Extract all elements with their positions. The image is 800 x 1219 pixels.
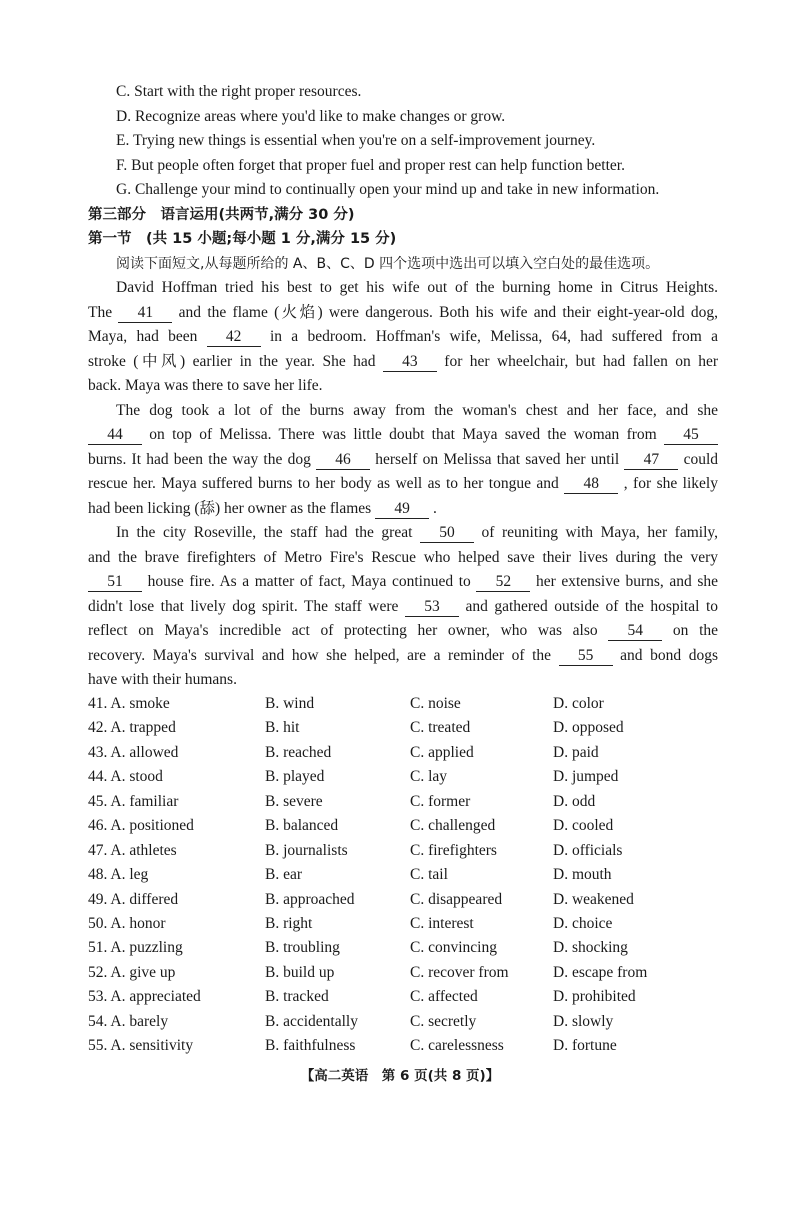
option-choice: C. challenged xyxy=(410,817,496,835)
option-sentence: D. Recognize areas where you'd like to make changes or grow. xyxy=(116,107,506,125)
section-title: 第一节 (共 15 小题;每小题 1 分,满分 15 分) xyxy=(88,231,397,247)
option-row xyxy=(88,814,728,838)
cloze-passage xyxy=(88,276,718,693)
blank-49: 49 xyxy=(375,500,429,519)
option-choice: D. slowly xyxy=(553,1012,614,1030)
option-choice: C. noise xyxy=(410,695,461,712)
blank-41: 41 xyxy=(118,304,172,323)
option-choice: D. opposed xyxy=(553,719,624,737)
option-choice: D. paid xyxy=(553,743,599,761)
passage-text: didn't lose that lively dog spirit. The staff were xyxy=(88,597,405,615)
passage-line xyxy=(88,472,718,497)
option-choice: C. carelessness xyxy=(410,1037,504,1055)
passage-text: and the flame (火焰) were dangerous. Both his wife and their eight-year-old dog, xyxy=(172,303,718,321)
passage-text: reflect on Maya's incredible act of protecting her owner, who was also xyxy=(88,622,609,639)
option-choice: 50. A. honor xyxy=(88,914,166,932)
option-choice: B. severe xyxy=(265,792,323,810)
option-choice: B. hit xyxy=(265,719,300,737)
option-choice: C. applied xyxy=(410,743,474,761)
option-choice: 48. A. leg xyxy=(88,866,149,884)
passage-text: herself on Melissa that saved her until xyxy=(370,450,625,468)
option-choice: D. officials xyxy=(553,841,623,859)
option-choice: B. faithfulness xyxy=(265,1037,356,1055)
option-choice: C. disappeared xyxy=(410,890,503,908)
option-choice: C. treated xyxy=(410,719,471,737)
option-choice: 49. A. differed xyxy=(88,890,179,908)
option-row xyxy=(88,839,728,863)
blank-51: 51 xyxy=(88,573,142,592)
passage-line xyxy=(88,521,718,546)
blank-47: 47 xyxy=(624,451,678,470)
instructions: 阅读下面短文,从每题所给的 A、B、C、D 四个选项中选出可以填入空白处的最佳选项。 xyxy=(116,255,660,272)
passage-text: could xyxy=(678,450,718,468)
option-choice: C. secretly xyxy=(410,1012,477,1030)
passage-text: and bond dogs xyxy=(612,646,718,664)
option-choice: B. played xyxy=(265,768,325,786)
passage-line xyxy=(88,374,718,399)
option-choice: B. right xyxy=(265,914,313,932)
passage-line xyxy=(88,399,718,424)
passage-line xyxy=(88,301,718,326)
option-choice: C. interest xyxy=(410,914,474,932)
option-choice: B. journalists xyxy=(265,841,348,859)
option-choice: D. weakened xyxy=(553,890,634,908)
passage-text: on the xyxy=(662,622,718,639)
blank-46: 46 xyxy=(316,451,370,470)
option-choice: B. build up xyxy=(265,963,335,981)
option-choice: 47. A. athletes xyxy=(88,841,177,859)
option-choice: D. color xyxy=(553,695,604,712)
option-choice: B. reached xyxy=(265,743,332,761)
passage-text: of reuniting with Maya, her family, xyxy=(473,524,718,541)
passage-text: recovery. Maya's survival and how she helped, are a reminder of the xyxy=(88,646,559,664)
option-choice: B. wind xyxy=(265,695,315,712)
option-choice: 41. A. smoke xyxy=(88,695,170,712)
passage-text: burns. It had been the way the dog xyxy=(88,450,317,468)
option-choice: B. troubling xyxy=(265,939,340,957)
option-choice: D. shocking xyxy=(553,939,628,957)
option-row xyxy=(88,1010,728,1034)
blank-43: 43 xyxy=(383,353,437,372)
option-choice: D. odd xyxy=(553,792,596,810)
passage-text: for her wheelchair, but had fallen on her xyxy=(436,352,718,370)
exam-page-body xyxy=(88,80,718,693)
blank-45: 45 xyxy=(664,426,718,445)
passage-line xyxy=(88,644,718,669)
option-row xyxy=(88,716,728,740)
passage-line xyxy=(88,423,718,448)
passage-text: Maya, had been xyxy=(88,328,207,345)
option-choice: B. approached xyxy=(265,890,355,908)
option-row xyxy=(88,692,728,716)
option-choice: B. tracked xyxy=(265,988,329,1006)
option-row xyxy=(88,912,728,936)
previous-question-options xyxy=(88,80,718,203)
passage-text: had been licking (舔) her owner as the flames xyxy=(88,499,376,517)
passage-text: back. Maya was there to save her life. xyxy=(88,377,323,394)
passage-text: The dog took a lot of the burns away from the woman's chest and her face, and she xyxy=(116,401,718,419)
option-choice: 53. A. appreciated xyxy=(88,988,201,1006)
option-row xyxy=(88,765,728,789)
option-choice: 55. A. sensitivity xyxy=(88,1037,194,1055)
passage-text: house fire. As a matter of fact, Maya continued to xyxy=(142,573,477,590)
option-sentence: E. Trying new things is essential when you're on a self-improvement journey. xyxy=(116,132,596,149)
option-row xyxy=(88,1034,728,1058)
passage-text: In the city Roseville, the staff had the great xyxy=(116,524,420,541)
passage-line xyxy=(88,619,718,644)
blank-50: 50 xyxy=(420,524,474,543)
option-row xyxy=(88,790,728,814)
option-choice: D. choice xyxy=(553,914,613,932)
option-choice: B. balanced xyxy=(265,817,339,835)
option-choice: 42. A. trapped xyxy=(88,719,176,737)
passage-text: The xyxy=(88,303,119,321)
option-choice: 54. A. barely xyxy=(88,1012,169,1030)
passage-line xyxy=(88,325,718,350)
option-choice: D. prohibited xyxy=(553,988,636,1006)
blank-48: 48 xyxy=(564,475,618,494)
blank-55: 55 xyxy=(559,647,613,666)
passage-line xyxy=(88,668,718,693)
blank-53: 53 xyxy=(405,598,459,617)
page-footer: 【高二英语 第 6 页(共 8 页)】 xyxy=(300,1068,500,1084)
passage-line xyxy=(88,546,718,571)
passage-text: in a bedroom. Hoffman's wife, Melissa, 64, had suffered from a xyxy=(260,328,718,345)
option-row xyxy=(88,985,728,1009)
option-choice: C. affected xyxy=(410,988,478,1006)
passage-line xyxy=(88,350,718,375)
option-choice: 43. A. allowed xyxy=(88,743,179,761)
option-choice: 45. A. familiar xyxy=(88,792,179,810)
option-choice: C. tail xyxy=(410,866,448,884)
option-row xyxy=(88,961,728,985)
passage-text: and the brave firefighters of Metro Fire's Rescue who helped save their lives during the very xyxy=(88,548,718,566)
part-title: 第三部分 语言运用(共两节,满分 30 分) xyxy=(88,206,355,223)
passage-text: rescue her. Maya suffered burns to her body as well as to her tongue and xyxy=(88,475,565,492)
option-choice: C. convincing xyxy=(410,939,497,957)
option-sentence: C. Start with the right proper resources. xyxy=(116,83,362,100)
option-sentence: G. Challenge your mind to continually open your mind up and take in new information. xyxy=(116,181,660,198)
option-choice: B. ear xyxy=(265,866,303,884)
option-choice: 52. A. give up xyxy=(88,963,176,981)
passage-text: stroke (中风) earlier in the year. She had xyxy=(88,352,383,370)
option-choice: D. mouth xyxy=(553,866,612,884)
blank-42: 42 xyxy=(207,328,261,347)
passage-line xyxy=(88,595,718,620)
option-choice: D. cooled xyxy=(553,817,614,835)
blank-44: 44 xyxy=(88,426,142,445)
passage-line xyxy=(88,570,718,595)
passage-line xyxy=(88,276,718,301)
option-choice: B. accidentally xyxy=(265,1012,358,1030)
option-row xyxy=(88,888,728,912)
option-choice: D. fortune xyxy=(553,1037,617,1055)
option-choice: 51. A. puzzling xyxy=(88,939,183,957)
passage-line xyxy=(88,448,718,473)
option-choice: C. lay xyxy=(410,768,448,786)
passage-text: her extensive burns, and she xyxy=(530,573,718,590)
blank-54: 54 xyxy=(608,622,662,641)
option-choice: C. firefighters xyxy=(410,841,497,859)
option-choice: C. former xyxy=(410,792,471,810)
option-choice: D. jumped xyxy=(553,768,619,786)
option-row xyxy=(88,863,728,887)
answer-options-table xyxy=(88,692,728,1059)
blank-52: 52 xyxy=(476,573,530,592)
option-choice: C. recover from xyxy=(410,963,509,981)
option-row xyxy=(88,936,728,960)
passage-text: David Hoffman tried his best to get his wife out of the burning home in Citrus Heights. xyxy=(116,279,718,296)
option-choice: 46. A. positioned xyxy=(88,817,194,835)
option-row xyxy=(88,741,728,765)
option-choice: D. escape from xyxy=(553,963,648,981)
passage-text: , for she likely xyxy=(618,475,718,492)
option-sentence: F. But people often forget that proper fuel and proper rest can help function better. xyxy=(116,156,625,174)
passage-text: on top of Melissa. There was little doubt that Maya saved the woman from xyxy=(142,426,664,443)
passage-line xyxy=(88,497,718,522)
passage-text: and gathered outside of the hospital to xyxy=(458,597,718,615)
passage-text: . xyxy=(429,499,437,517)
option-choice: 44. A. stood xyxy=(88,768,163,786)
passage-text: have with their humans. xyxy=(88,671,237,688)
